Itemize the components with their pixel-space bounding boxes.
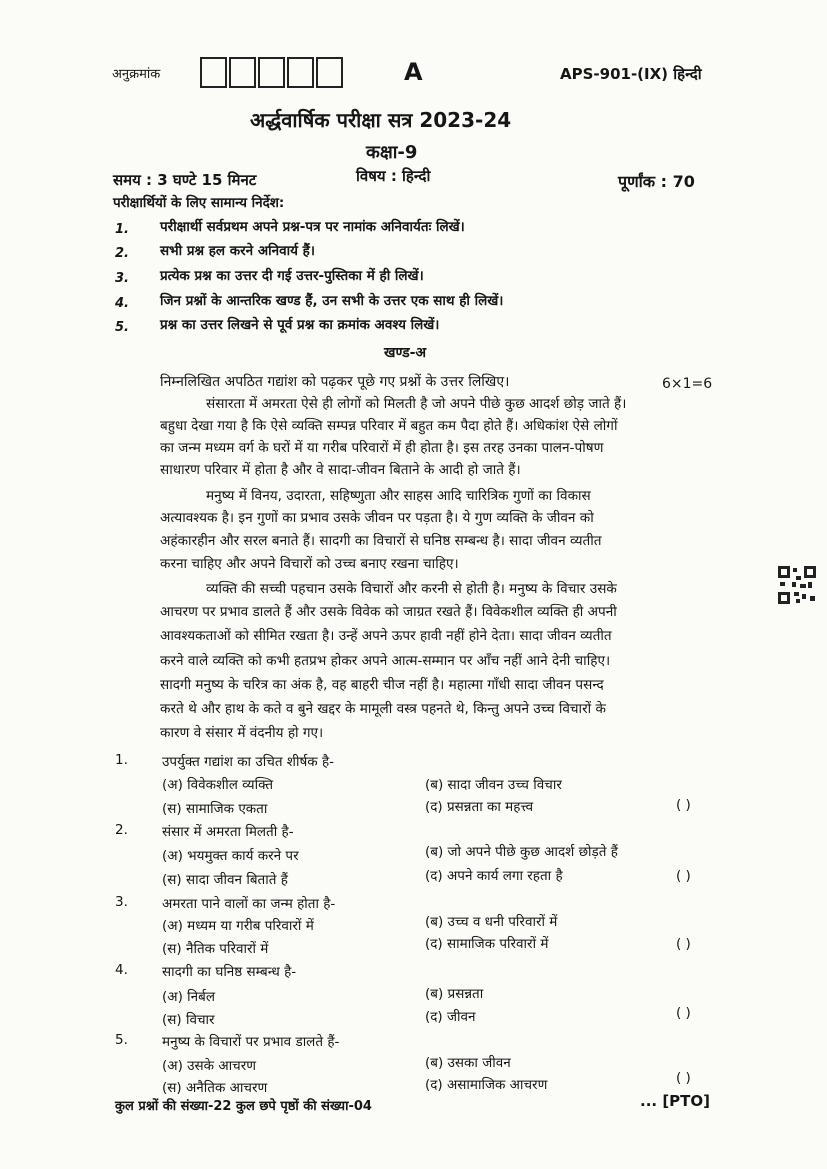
option-d: (द) प्रसन्नता का महत्त्व xyxy=(425,799,534,815)
passage-line: करना चाहिए और अपने विचारों को उच्च बनाए रखना चाहिए। xyxy=(160,556,459,572)
passage-line: सादगी मनुष्य के चरित्र का अंक है, वह बाहरी चीज नहीं है। महात्मा गाँधी सादा जीवन पसन्द xyxy=(160,677,604,693)
question-number: 1. xyxy=(115,752,128,768)
class-label: कक्षा-9 xyxy=(366,142,418,163)
roll-number-box xyxy=(316,57,343,88)
page-count-footer: कुल प्रश्नों की संख्या-22 कुल छपे पृष्ठों की संख्या-04 xyxy=(115,1099,372,1114)
passage-marks: 6×1=6 xyxy=(662,376,713,392)
question-text: मनुष्य के विचारों पर प्रभाव डालते हैं- xyxy=(162,1034,340,1050)
instruction-text: सभी प्रश्न हल करने अनिवार्य हैं। xyxy=(160,243,315,259)
instruction-number: 4. xyxy=(115,296,129,311)
roll-number-label: अनुक्रमांक xyxy=(112,67,161,82)
option-b: (ब) उच्च व धनी परिवारों में xyxy=(425,914,558,930)
question-text: संसार में अमरता मिलती है- xyxy=(162,824,294,840)
instruction-number: 1. xyxy=(115,222,129,237)
passage-instruction: निम्नलिखित अपठित गद्यांश को पढ़कर पूछे गए प्रश्नों के उत्तर लिखिए। xyxy=(160,374,510,390)
answer-bracket: ( ) xyxy=(676,1005,691,1021)
option-a: (अ) मध्यम या गरीब परिवारों में xyxy=(162,918,314,934)
passage-line: करते थे और हाथ के कते व बुने खद्दर के मामूली वस्त्र पहनते थे, किन्तु अपने उच्च विचारों के xyxy=(160,701,606,717)
instruction-number: 2. xyxy=(115,246,129,261)
exam-title: अर्द्धवार्षिक परीक्षा सत्र 2023-24 xyxy=(250,108,512,132)
max-marks: पूर्णांक : 70 xyxy=(618,172,695,191)
option-a: (अ) उसके आचरण xyxy=(162,1058,256,1074)
question-text: उपर्युक्त गद्यांश का उचित शीर्षक है- xyxy=(162,754,334,770)
question-text: सादगी का घनिष्ठ सम्बन्ध है- xyxy=(162,964,297,980)
passage-line: करने वाले व्यक्ति को कभी हतप्रभ होकर अपने आत्म-सम्मान पर आँच नहीं आने देनी चाहिए। xyxy=(160,653,611,669)
passage-line: आचरण पर प्रभाव डालते हैं और उसके विवेक को जाग्रत रखते हैं। विवेकशील व्यक्ति ही अपनी xyxy=(160,604,617,620)
option-a: (अ) निर्बल xyxy=(162,989,215,1005)
option-d: (द) अपने कार्य लगा रहता है xyxy=(425,868,563,884)
answer-bracket: ( ) xyxy=(676,868,691,884)
instruction-text: परीक्षार्थी सर्वप्रथम अपने प्रश्न-पत्र पर नामांक अनिवार्यतः लिखें। xyxy=(160,219,465,235)
passage-line: व्यक्ति की सच्ची पहचान उसके विचारों और करनी से होती है। मनुष्य के विचार उसके xyxy=(206,581,617,597)
option-c: (स) सादा जीवन बिताते हैं xyxy=(162,872,288,888)
passage-line: संसारता में अमरता ऐसे ही लोगों को मिलती है जो अपने पीछे कुछ आदर्श छोड़ जाते हैं। xyxy=(206,396,627,412)
answer-bracket: ( ) xyxy=(676,797,691,813)
time-label: समय : 3 घण्टे 15 मिनट xyxy=(113,171,257,189)
passage-line: बहुधा देखा गया है कि ऐसे व्यक्ति सम्पन्न परिवार में बहुत कम पैदा होते हैं। अधिकांश ऐसे लोगों xyxy=(160,418,618,434)
passage-line: साधारण परिवार में होता है और वे सादा-जीवन बिताने के आदी हो जाते हैं। xyxy=(160,462,521,478)
subject-label: विषय : हिन्दी xyxy=(356,167,431,185)
paper-code: APS-901-(IX) हिन्दी xyxy=(560,65,702,83)
question-number: 4. xyxy=(115,962,128,978)
passage-line: अहंकारहीन और सरल बनाते हैं। सादगी का विचारों से घनिष्ठ सम्बन्ध है। सादा जीवन व्यतीत xyxy=(160,533,602,549)
passage-line: मनुष्य में विनय, उदारता, सहिष्णुता और साहस आदि चारित्रिक गुणों का विकास xyxy=(206,488,591,504)
qr-code-icon xyxy=(778,566,816,604)
option-d: (द) असामाजिक आचरण xyxy=(425,1077,548,1093)
roll-number-box xyxy=(287,57,314,88)
question-number: 5. xyxy=(115,1032,128,1048)
option-c: (स) सामाजिक एकता xyxy=(162,801,268,817)
option-b: (ब) जो अपने पीछे कुछ आदर्श छोड़ते हैं xyxy=(425,844,618,860)
instruction-text: प्रश्न का उत्तर लिखने से पूर्व प्रश्न का क्रमांक अवश्य लिखें। xyxy=(160,317,440,333)
option-d: (द) जीवन xyxy=(425,1009,476,1025)
set-code: A xyxy=(404,58,423,86)
instruction-number: 5. xyxy=(115,320,129,335)
instruction-text: जिन प्रश्नों के आन्तरिक खण्ड हैं, उन सभी के उत्तर एक साथ ही लिखें। xyxy=(160,293,504,309)
option-a: (अ) विवेकशील व्यक्ति xyxy=(162,777,274,793)
roll-number-box xyxy=(229,57,256,88)
option-c: (स) अनैतिक आचरण xyxy=(162,1080,268,1096)
passage-line: आवश्यकताओं को सीमित रखता है। उन्हें अपने ऊपर हावी नहीं होने देता। सादा जीवन व्यतीत xyxy=(160,628,612,644)
section-title: खण्ड-अ xyxy=(384,345,427,361)
instruction-text: प्रत्येक प्रश्न का उत्तर दी गई उत्तर-पुस्तिका में ही लिखें। xyxy=(160,268,424,284)
question-text: अमरता पाने वालों का जन्म होता है- xyxy=(162,896,336,912)
roll-number-box xyxy=(200,57,227,88)
question-number: 3. xyxy=(115,894,128,910)
instructions-heading: परीक्षार्थियों के लिए सामान्य निर्देश: xyxy=(113,195,285,211)
passage-line: कारण वे संसार में वंदनीय हो गए। xyxy=(160,725,324,741)
instruction-number: 3. xyxy=(115,271,129,286)
option-b: (ब) उसका जीवन xyxy=(425,1055,511,1071)
option-b: (ब) सादा जीवन उच्च विचार xyxy=(425,777,562,793)
pto-label: ... [PTO] xyxy=(640,1092,711,1110)
option-a: (अ) भयमुक्त कार्य करने पर xyxy=(162,848,299,864)
option-b: (ब) प्रसन्नता xyxy=(425,986,484,1002)
passage-line: अत्यावश्यक है। इन गुणों का प्रभाव उसके जीवन पर पड़ता है। ये गुण व्यक्ति के जीवन को xyxy=(160,510,594,526)
roll-number-box xyxy=(258,57,285,88)
question-number: 2. xyxy=(115,822,128,838)
passage-line: का जन्म मध्यम वर्ग के घरों में या गरीब परिवारों में ही होता है। इस तरह उनका पालन-पोषण xyxy=(160,440,604,456)
option-c: (स) विचार xyxy=(162,1012,215,1028)
answer-bracket: ( ) xyxy=(676,936,691,952)
option-c: (स) नैतिक परिवारों में xyxy=(162,941,269,957)
answer-bracket: ( ) xyxy=(676,1070,691,1086)
option-d: (द) सामाजिक परिवारों में xyxy=(425,936,549,952)
